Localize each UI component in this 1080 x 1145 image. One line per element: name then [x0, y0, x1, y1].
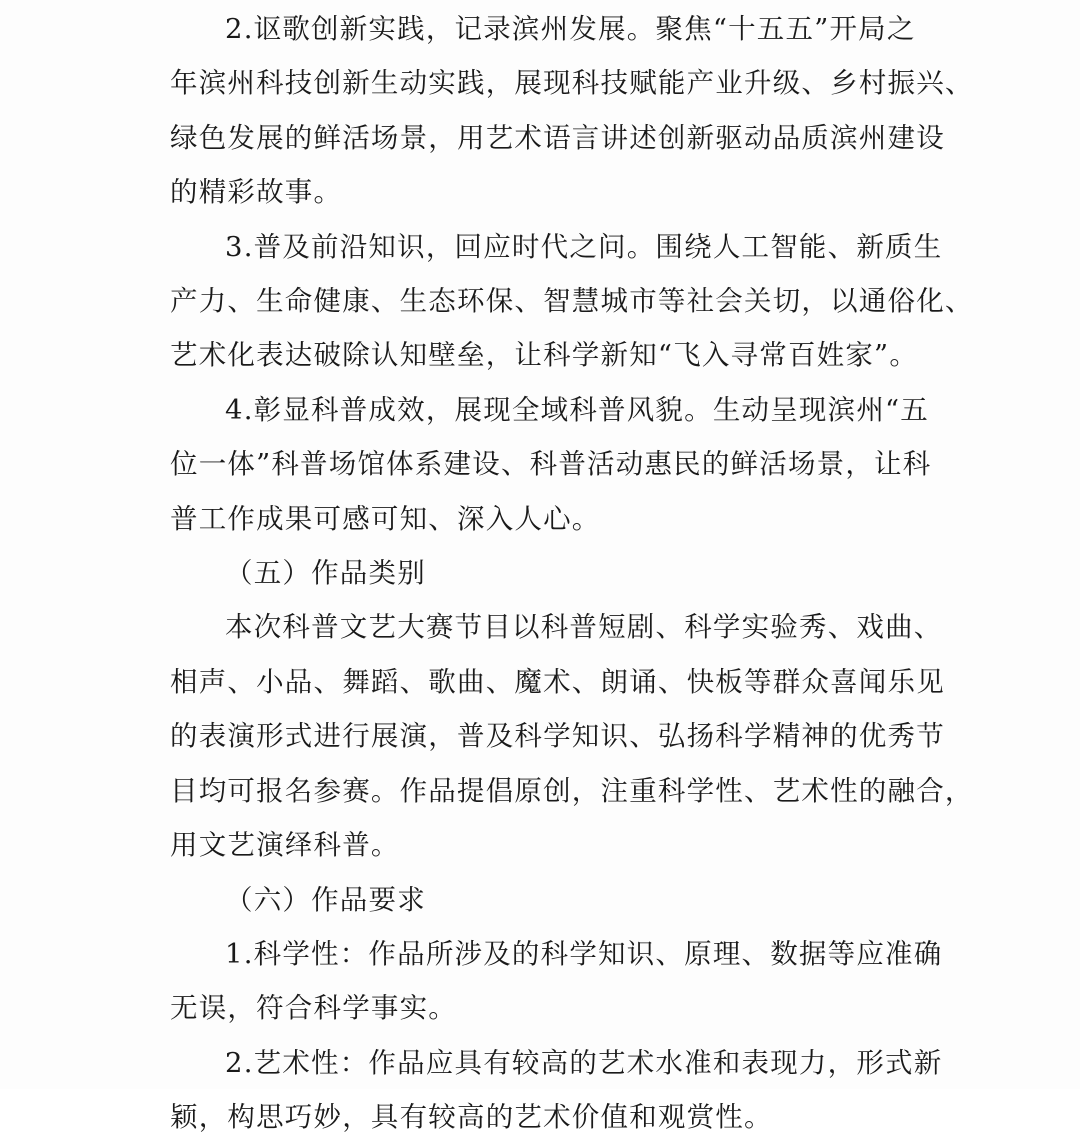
- paragraph-frontier-knowledge: [170, 220, 974, 383]
- text-line: 产力、生命健康、生态环保、智慧城市等社会关切，以通俗化、: [170, 285, 974, 318]
- text-line: 的表演形式进行展演，普及科学知识、弘扬科学精神的优秀节: [170, 720, 945, 753]
- section-heading-work-categories: （五）作品类别: [225, 557, 426, 590]
- section-heading-work-requirements: （六）作品要求: [225, 883, 426, 916]
- text-line: 2.讴歌创新实践，记录滨州发展。聚焦“十五五”开局之: [225, 13, 916, 45]
- paragraph-science-outcomes: [170, 383, 940, 546]
- text-line: 颖，构思巧妙，具有较高的艺术价值和观赏性。: [170, 1101, 773, 1134]
- text-line: 1.科学性：作品所涉及的科学知识、原理、数据等应准确: [225, 937, 943, 970]
- text-line: 艺术化表达破除认知壁垒，让科学新知“飞入寻常百姓家”。: [170, 339, 919, 372]
- paragraph-requirement-scientific: [170, 927, 943, 1036]
- text-line: 的精彩故事。: [170, 176, 343, 209]
- text-line: 位一体”科普场馆体系建设、科普活动惠民的鲜活场景，让科: [170, 448, 932, 481]
- text-line: 本次科普文艺大赛节目以科普短剧、科学实验秀、戏曲、: [225, 611, 943, 644]
- text-line: 普工作成果可感可知、深入人心。: [170, 502, 601, 535]
- text-line: 3.普及前沿知识，回应时代之问。围绕人工智能、新质生: [225, 230, 943, 263]
- paragraph-work-categories: [170, 600, 974, 872]
- document-body: [170, 2, 974, 1145]
- text-line: 相声、小品、舞蹈、歌曲、魔术、朗诵、快板等群众喜闻乐见: [170, 665, 945, 698]
- text-line: 年滨州科技创新生动实践，展现科技赋能产业升级、乡村振兴、: [170, 67, 974, 100]
- paragraph-innovation-practice: [170, 2, 974, 220]
- paragraph-requirement-artistic: [170, 1036, 943, 1145]
- text-line: 目均可报名参赛。作品提倡原创，注重科学性、艺术性的融合，: [170, 774, 974, 807]
- text-line: 用文艺演绎科普。: [170, 829, 400, 862]
- text-line: 4.彰显科普成效，展现全域科普风貌。生动呈现滨州“五: [225, 393, 929, 426]
- text-line: 无误，符合科学事实。: [170, 992, 457, 1025]
- text-line: 绿色发展的鲜活场景，用艺术语言讲述创新驱动品质滨州建设: [170, 121, 945, 154]
- text-line: 2.艺术性：作品应具有较高的艺术水准和表现力，形式新: [225, 1046, 943, 1079]
